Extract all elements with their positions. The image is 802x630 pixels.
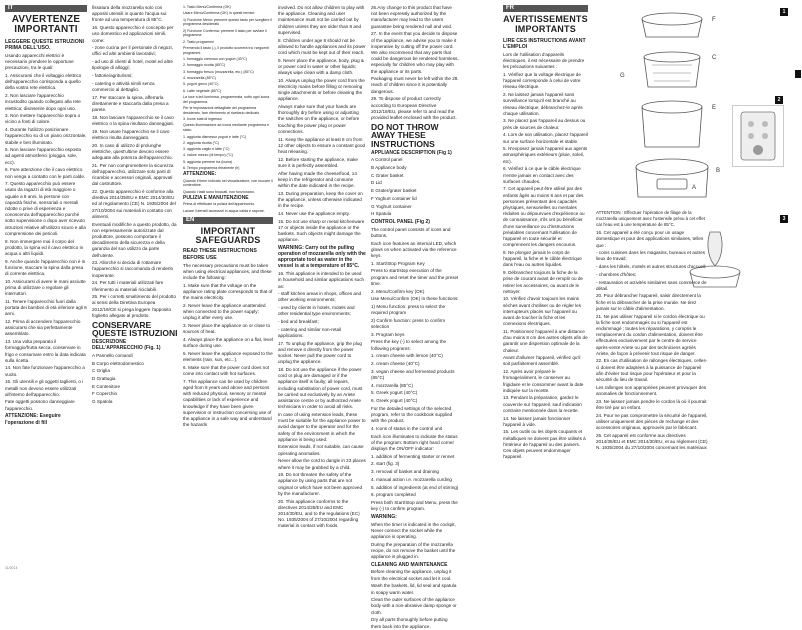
text-line: 26.Any change to this product that have not been expressly authorized by the manufacturer may lead to the users guarantee being rendered null and void. xyxy=(371,5,454,29)
column-fr-1 xyxy=(503,0,588,573)
text-line: 11. Tenere l'apparecchio fuori dalla portata dei bambini di età inferiore agli 8 anni. xyxy=(5,298,88,317)
text-line: 4. Always place the appliance on a flat, level surface during use. xyxy=(183,337,275,349)
text-line: Eventuali modifiche a questo prodotto, da non espressamente autorizzate dal produttore, possono comportare il decadimento della sicurezza e della garanzia del suo utilizzo da parte dell'utente. xyxy=(92,221,178,258)
text-line: Press to start/stop execution of the program and reset the timer and the preset time. xyxy=(371,268,460,286)
text-line: 12. Before starting the appliance, make sure it is perfectly assembled. xyxy=(278,156,360,168)
text-line: involved. Do not allow children to play with the appliance. Cleaning and user maintenance must not be carried out by children unless they are older than 8 and supervised. xyxy=(278,5,366,35)
text-line: 5. aggiunta premere tra (icona) xyxy=(183,159,233,164)
lang-bar-it: IT xyxy=(5,5,87,12)
text-line: 3. Non mettere l'apparecchio sopra o vicino a fonti di calore. xyxy=(5,113,82,125)
text-line: 4. Lors de son utilisation, placez l'appareil sur une surface horizontale et stable. xyxy=(503,132,590,144)
text-line: When the timer is indicated in the cockpit, Never connect the socket while the appliance is operating. xyxy=(371,521,458,539)
text-line: Packaging must never be left within the 28. reach of children since it is potentially dangerous. xyxy=(371,76,460,94)
text-line: - bed and breakfast; xyxy=(278,319,319,325)
text-line: 12. Prima di accendere l'apparecchio assicurarsi che sia perfettamente assemblato. xyxy=(5,319,82,337)
text-line: Premendo il tasto (-), il prodotto scorrerà tra i seguenti programmi: xyxy=(183,46,271,55)
text-line: 7. Questo apparecchio può essere usato da ragazzi di età maggiore o uguale a 8 anni, la persone con capacità fisiche, sensoriali o mentali ridotte o prive di esperienza e conoscenza dell'apparecchio purché sotto supervisione o dopo aver ricevuto istruzioni relative all'utilizzo sicuro e alla comprensione dei pericoli. xyxy=(5,181,88,236)
text-line: 2. Tasto programmi xyxy=(183,39,214,44)
fig-number-2: 2 xyxy=(775,96,783,104)
text-line: Dry all parts thoroughly before putting them back into the appliance. xyxy=(371,617,449,629)
text-line: Questo illuminazione ad icona mediante programma e stato: xyxy=(183,123,271,133)
text-line: 7. Cet appareil peut être utilisé par des enfants âgés au moins 8 ans et par des personnes présentant des capacités physiques, sensorielles ou mentales réduites ou dépourvues d'expérience ou de connaissance, s'ils ont pu bénéficier d'une surveillance ou d'instructions préalables concernant l'utilisation de l'appareil en toute sécurité et comprennent les dangers encourus. xyxy=(503,186,586,248)
text-line: 3. Ne placez pas l'appareil au dessus ou près de sources de chaleur. xyxy=(503,118,587,130)
fr-body xyxy=(503,38,588,461)
text-line: Each icon features an internal LED, which glows on when activated via the reference keys. xyxy=(371,240,458,258)
text-line: Use Menu/Confirm (OK) in these functions: xyxy=(371,296,459,302)
container-shape xyxy=(642,101,702,113)
text-line: 3. vegan cheese and fermented products (85°C) xyxy=(371,368,456,380)
text-line: B Corpo elettrodomestico xyxy=(92,360,144,366)
text-line: D Grattugia xyxy=(92,376,116,382)
text-line: 17. To unplug the appliance, grip the plug and remove it directly from the power socket. Never pull the power cord to unplug the appliance. xyxy=(278,340,364,365)
control-panel-shape xyxy=(657,179,687,189)
text-line: La luce a led luminosa, programmata, sotto ogni icona del programma. xyxy=(183,94,271,104)
text-line: H Spatula xyxy=(371,211,392,217)
column-it-2 xyxy=(92,5,178,578)
control-panel-figure-box xyxy=(732,97,784,167)
text-line: 13. During preparation, keep the cover on the appliance, unless otherwise indicated in the recipe. xyxy=(278,190,365,209)
text-line: A Control panel xyxy=(371,157,403,163)
text-line: 3. removal of basket and draining xyxy=(371,469,439,475)
text-line: C Grater basket xyxy=(371,172,404,178)
text-line: 22. Questo apparecchio è conforme alla direttiva 2014/35/EU e EMC 2014/30/EU ed al regolamento (CE) N. 1935/2004 del 27/10/2004 sui materiali in contatto con alimenti. xyxy=(92,188,178,219)
text-line: D Lid xyxy=(371,180,382,186)
text-line: - dans les hôtels, motels et autres structures d'accueil; xyxy=(596,264,707,270)
text-line: 22. En cas d'utilisation de rallonges électriques, celles-ci doivent être adaptées à la puissance de l'appareil afin d'éviter tout risque pour l'opérateur et pour la sécurité du lieu de travail. xyxy=(596,358,708,383)
text-line: E Grater/grater basket xyxy=(371,188,417,194)
text-line: 7. This appliance can be used by children aged from 8 years and above and persons with reduced physical, sensory or mental capabilities or lack of experience and knowledge if they have been given supervision or instruction concerning use of the appliance in a safe way and understand the hazards xyxy=(183,378,273,428)
text-line: Les rallonges non appropriées peuvent provoquer des anomalies de fonctionnement. xyxy=(596,384,708,396)
it-body-3 xyxy=(183,5,273,213)
text-line: - catering e attività simili senza commercio al dettaglio. xyxy=(92,80,156,92)
text-line: CLEANING AND MAINTENANCE xyxy=(371,561,448,568)
text-line: 20. This appliance conforms to the directives 2014/35/EU and EMC 2014/30/EU, and to the regulations (EC) No. 1935/2004 of 27/10/2004 regarding material in contact with foods. xyxy=(278,498,361,529)
text-line: 24. Per tutti i materiali utilizzati fare riferimento ai materiali riciclabili. xyxy=(92,280,165,292)
it-title: AVVERTENZE IMPORTANTI xyxy=(11,14,81,35)
footer-code: 11/2014 xyxy=(5,566,18,570)
text-line: WARNING: xyxy=(371,513,397,520)
text-line: - restauration et activités similaires sans commerce de détail. xyxy=(596,279,708,291)
figure-area xyxy=(592,5,797,210)
text-line: 23. Ne laissez jamais pendre le cordon là où il pourrait être tiré par un enfant. xyxy=(596,398,708,410)
base-shape xyxy=(636,159,708,175)
lid-shape xyxy=(642,13,702,25)
text-line: 16. Cet appareil a été conçu pour un usage domestique et pour des applications similaires, telles que : xyxy=(596,230,705,248)
text-line: Prima di effettuare la pulizia dell'apparecchio. xyxy=(183,202,256,207)
text-line: 10. Vérifiez d'avoir toujours les mains sèches avant d'utiliser ou de régler les interrupteurs placés sur l'appareil ou avant de toucher la fiche et les connexions électriques. xyxy=(503,296,583,327)
text-line: 1. Assicurarsi che il voltaggio elettrico dell'apparecchio corrisponda a quello della vostra rete elettrica. xyxy=(5,73,83,91)
text-line: 17. Per staccare la spina, afferrarla direttamente e staccarla dalla presa a parete. xyxy=(92,94,170,113)
text-line: APPLIANCE DESCRIPTION (Fig 1) xyxy=(371,149,452,156)
text-line: E Contenitore xyxy=(92,383,121,389)
text-line: Each icon illuminates to indicate the status of the program: Bottom right hand corner displays the ON/OFF indicator: xyxy=(371,433,459,451)
text-line: 6. Vérifiez à ce que le câble électrique n'entre jamais en contact avec des surfaces chaudes. xyxy=(503,166,582,184)
text-line: PULIZIA E MANUTENZIONE xyxy=(183,195,249,201)
text-line: 11. Positionnez l'appareil à une distance d'au moins 8 cm des autres objets afin de garantir une dispersion optimale de la chaleur. xyxy=(503,328,589,353)
text-line: 1. Tasto Menù/Conferma (OK) xyxy=(183,5,231,9)
text-line: 1. aggiunta dismesso yogurt e latte (°C) xyxy=(183,134,247,139)
text-line: 18. Non lasciare l'apparecchio se il cavo elettrico o la spina risultano danneggiati. xyxy=(92,114,176,126)
text-line: Clean the outer surfaces of the appliance body with a non-abrasive damp sponge or cloth. xyxy=(371,597,458,615)
text-line: ATTENZIONE: Eseguire l'operazione di fill xyxy=(5,413,63,426)
text-line: 6. Greek yogurt (40°C) xyxy=(371,398,418,404)
text-line: 9. Débranchez toujours la fiche de la prise de courant avant de remplir ou de retirer les accessoires, ou avant de le nettoyer. xyxy=(503,270,585,294)
text-line: 10. Assicurarsi di avere le mani asciutte prima di utilizzare o regolare gli interruttori. xyxy=(5,278,87,297)
text-line: CONTROL PANEL (Fig 2) xyxy=(371,218,430,225)
column-en-3 xyxy=(371,5,460,629)
text-line: 13. Pendant la préparation, gardez le couvercle sur l'appareil, sauf indication contraire mentionnée dans la recette. xyxy=(503,395,584,413)
text-line: - used by clients in hotels, motels and other residential type environments; xyxy=(278,305,356,317)
text-line: 6. program completed xyxy=(371,492,416,498)
text-line: 3. aggiunta caglio e latte (°C) xyxy=(183,147,230,152)
text-line: 2. start (fig. 3) xyxy=(371,461,400,467)
text-line: 29. To dispose of product correctly according to European Directive 2012/19/EU, please refer to and read the provided leaflet enclosed with the product. xyxy=(371,96,457,120)
text-line: 2. Ne laissez jamais l'appareil sans surveillance lorsqu'il est branché au réseau électrique; débranchez-le après chaque utilisation. xyxy=(503,92,584,116)
svg-text:C: C xyxy=(712,55,717,61)
text-line: LIRE CES INSTRUCTIONS AVANT L'EMPLOI xyxy=(503,38,588,51)
text-line: Usare Menù/Conferma (OK) in questi termini: xyxy=(183,11,256,16)
text-line: Usando apparecchi elettrici è necessario prendere le opportune precauzioni, tra le quali: xyxy=(5,52,75,71)
text-line: 8. Ne plongez jamais le corps de l'appareil, la fiche et le câble électrique dans l'eau ou autres liquides. xyxy=(503,250,584,268)
text-line: 3. formaggio fresco (mozzarella, etc.) (85°C) xyxy=(183,69,254,74)
text-line: Wash the baskets, lid, lid seal and spatula in soapy warm water. xyxy=(371,583,458,595)
fr-attention: ATTENTION : Effectuer l'opération de filage de la mozzarella uniquement avec l'ustensile prévu à cet effet car l'eau est à une température de 85°C. xyxy=(596,210,707,228)
text-line: 6. Make sure that the power cord does not come into contact with hot surfaces. xyxy=(183,364,271,377)
appliance-exploded-figure xyxy=(612,7,732,207)
text-line: 18. Do not use the appliance if the power cord or plug are damaged or if the appliance itself is faulty; all repairs, including substitution of power cord, must be carried out exclusively by an Ariete assistance centre or by authorized Ariete technicians in order to avoid all risks. xyxy=(278,366,364,410)
column-en-2 xyxy=(278,5,366,578)
text-line: 4. valore mezzo (di tempo) (°C) xyxy=(183,153,233,158)
text-line: For the detailed settings of the selected program, refer to the cookbook supplied with the product. xyxy=(371,405,454,424)
text-line: A Pannello comandi xyxy=(92,352,133,358)
text-line: 27. In the event that you decide to dispose of the appliance, we advise you to make it inoperative by cutting off the power cord. We also recommend that any parts that could be dangerous be rendered harmless, especially for children who may play with the appliance or its parts. xyxy=(371,31,460,74)
text-line: B Appliance body xyxy=(371,165,407,171)
en-subtitle: READ THESE INSTRUCTIONS BEFORE USE xyxy=(183,248,257,261)
text-line: 5. addition of ingredients (at end of stirring) xyxy=(371,484,459,490)
text-line: fissatura della mozzarella solo con appositi utensili in quanto l'acqua sui fronte ad una temperatura di 85°C. xyxy=(92,5,168,23)
text-line: 4. mozzarella (85°C) xyxy=(371,382,413,388)
text-line: 12. Après avoir préparé le fromage/aliment, le conserver au frigidaire et le consommer avant la date indiquée sur la recette. xyxy=(503,369,585,393)
text-line: 16. This appliance is intended to be used in household and similar applications such as: xyxy=(278,271,366,289)
text-line: 4. Durante l'utilizzo posizionare l'apparecchio su di un piano orizzontale, stabile e ben illuminato. xyxy=(5,127,88,145)
text-line: Per le impostazioni dettagliate del programma desiderato, fare riferimento al ricettario dedicato. xyxy=(183,106,261,115)
text-line: 2. formaggio ricotta (85°C) xyxy=(183,63,226,68)
text-line: WARNING: Carry out the pulling operation of mozzarella only with the appropriate tool as water in the vessel is at a temperature of 85°C. xyxy=(278,244,368,270)
en-body xyxy=(183,263,273,429)
text-line: Always make sure that your hands are thoroughly dry before using or adjusting the switches on the appliance, or before touching the power plug or power connections. xyxy=(278,104,361,134)
text-line: F Coperchio xyxy=(92,391,118,397)
text-line: CONSERVARE QUESTE ISTRUZIONI xyxy=(92,319,178,339)
text-line: 11. Keep the appliance at least 8 cm from 12 other objects to ensure a constant good heat releasing. xyxy=(278,136,367,154)
text-line: Avant d'allumer l'appareil, vérifiez qu'il soit parfaitement assemblé. xyxy=(503,355,582,367)
text-line: - staff kitchen areas in shops, offices and other working environments; xyxy=(278,291,363,303)
lang-bar-en: EN xyxy=(183,217,273,224)
fr-title: AVERTISSEMENTS IMPORTANTS xyxy=(503,14,588,34)
text-line: - coins cuisines dans les magasins, bureaux et autres lieux de travail; xyxy=(596,250,707,262)
text-line: - chambres d'hôtes; xyxy=(596,271,637,277)
text-line: 8. Non immergere mai il corpo del prodotto, la spina ed il cavo elettrico in acqua o altri liquidi. xyxy=(5,238,85,256)
text-line: 15. Do not use sharp or metal kitchenware 17 or objects inside the appliance or the baskets. Such objects might damage the appliance. xyxy=(278,218,366,243)
svg-text:B: B xyxy=(716,168,721,174)
text-line: During the preparation of the mozzarella recipe, do not remove the basket until the appliance is plugged in. xyxy=(371,541,457,560)
svg-text:A: A xyxy=(692,185,697,191)
text-line: 2. Non lasciare l'apparecchio incustodito quando collegato alla rete elettrica; disinserire dopo ogni uso. xyxy=(5,93,83,111)
text-line: 15. Gli utensili e gli oggetti taglienti, o i metalli non devono essere utilizzati all'interno dell'apparecchio. xyxy=(5,379,85,397)
text-line: 5. yogurt greco (40°C) xyxy=(183,82,219,87)
text-line: Press the key (-) to select among the following programs: xyxy=(371,339,448,351)
text-line: 25. Per i corretti smaltimento del prodotto ai sensi della Direttiva Europea 2012/19/CE si prega leggere l'apposito foglietto allegato al prodotto. xyxy=(92,294,178,318)
text-line: 5. Never leave the appliance exposed to the elements (rain, sun, etc...). xyxy=(183,350,274,363)
text-line: C Griglia xyxy=(92,368,110,374)
text-line: The necessary precautions must be taken when using electrical appliances, and these include the following: xyxy=(183,262,273,281)
control-panel-figure xyxy=(733,106,783,166)
text-line: DESCRIZIONE DELL'APPARECCHIO (Fig. 1) xyxy=(92,339,161,352)
text-line: 3. Program keys xyxy=(371,331,405,337)
text-line: - fattorie/agriturismi; xyxy=(92,73,133,79)
text-line: 2) Funzione Conferma: premere il tasto per avviare il programma xyxy=(183,28,268,38)
text-line: 24. Pour ne pas compromettre la sécurité de l'appareil, utiliser uniquement des pièces de rechange et des accessoires originaux, approuvés par le fabricant. xyxy=(596,412,709,430)
fr-body-2 xyxy=(596,230,708,451)
text-line: 2. Menu/Confirm key (OK) xyxy=(371,288,425,294)
text-line: 1) Menu function: press to select the required program xyxy=(371,303,447,316)
svg-text:G: G xyxy=(620,73,625,79)
lang-bar-fr: FR xyxy=(503,5,588,12)
text-line: 5. Non lasciare l'apparecchio esposto ad agenti atmosferici (pioggia, sole, ecc). xyxy=(5,147,83,165)
text-line: Quando il timer indicato nel visualizzatore, non toccare il contenitore. xyxy=(183,178,274,188)
text-line: LEGGERE QUESTE ISTRUZIONI PRIMA DELL'USO. xyxy=(5,39,86,52)
text-line: 23. Allorché si decida di rottamare l'apparecchio si raccomanda di renderlo inoperante. xyxy=(92,260,175,278)
text-line: 21. Ne pas utiliser l'appareil si le cordon électrique ou la fiche sont endommagés ou si l'appareil est endommagé ; toutes les réparations, y compris le remplacement du cordon d'alimentation, doivent être effectuées exclusivement par le centre de service après-vente Ariete ou par des techniciens agréés Ariete, de façon à prévenir tout risque de danger. xyxy=(596,313,706,356)
text-line: In case of using extension leads, these must be suitable for the appliance power to avoid danger to the operator and for the safety of the environment in which the appliance is being used. xyxy=(278,411,367,442)
text-line: Never allow the cord to dangle in 23 places where it may be grabbed by a child. xyxy=(278,458,368,470)
text-line: 1. Start/Stop Program Key xyxy=(371,260,425,266)
text-line: 5. Greek yogurt (40°C) xyxy=(371,390,418,396)
column-it-1 xyxy=(5,0,87,573)
text-line: 5. N'exposez jamais l'appareil aux agents atmosphériques extérieurs (pluie, soleil, etc). xyxy=(503,146,589,164)
text-line: 1) Funzione Menù: premere questo tasto per scegliere il programma desiderato xyxy=(183,17,274,27)
text-line: 14. Non fate funzionare l'apparecchio a vuoto. xyxy=(5,365,87,377)
text-line: 15. Les outils ou les objets coupants et métalliques ne doivent pas être utilisés à l'intérieur de l'appareil ou des paniers. Ces objets peuvent endommager l'appareil. xyxy=(503,429,588,460)
text-line: After having made the cheese/food, 14 keep in the refrigerator and consume within the date indicated in the recipe. xyxy=(278,170,359,188)
en-title: IMPORTANT SAFEGUARDS xyxy=(195,226,261,246)
text-line: Extension leads, if not suitable, can cause operating anomalies. xyxy=(278,444,365,456)
text-line: 6. Tempo programma rimanente (h) xyxy=(183,166,240,171)
text-line: 10. Always unplug the power cord from the electricity mains before filling or removing single attachments or before cleaning the appliance. xyxy=(278,77,367,102)
text-line: - zone cucina per il personale di negozi, uffici ed altri ambienti lavorativi; xyxy=(92,45,175,57)
text-line: 6. Fare attenzione che il cavo elettrico non venga a contatto con le parti calde. xyxy=(5,167,86,179)
fig-number-1: 1 xyxy=(780,8,788,16)
text-line: 16. Questo apparecchio è concepito per uso domestico ed applicazioni simili, come: xyxy=(92,25,175,43)
text-line: 14. Never use the appliance empty. xyxy=(278,210,350,216)
text-line: 20. Pour débrancher l'appareil, saisir directement la fiche et la débrancher de la prise murale. Ne tirez jamais sur le câble d'alimentation. xyxy=(596,293,703,311)
basket-shape xyxy=(644,52,700,62)
text-line: - catering and similar non-retail applications. xyxy=(278,326,343,338)
text-line: 4. mozzarella (85°C) xyxy=(183,76,216,81)
text-line: 13. Una volta preparato il formaggio/frutta secca, conservare in frigo e consumare entro la data indicata sulla ricetta. xyxy=(5,339,87,363)
fig-number-3: 3 xyxy=(780,215,788,223)
text-line: ATTENZIONE: xyxy=(183,171,217,178)
text-line: 20. In caso di utilizzo di prolunghe elettriche, quest'ultime devono essere adeguate alla potenza dell'apparecchio. xyxy=(92,142,173,160)
text-line: F Yoghurt container lid xyxy=(371,195,417,201)
en-body-3 xyxy=(371,5,459,630)
text-line: 14. Ne laissez jamais fonctionner l'appareil à vide. xyxy=(503,415,572,427)
svg-text:F: F xyxy=(712,17,716,23)
text-line: 4. Icons of status in the control unit xyxy=(371,425,442,431)
text-line: 1. cream cheese with lemon (40°C) xyxy=(371,353,443,359)
svg-text:E: E xyxy=(712,105,717,111)
text-line: 1. addition of fermenting starter or rennet xyxy=(371,453,455,459)
text-line: 9. Anche quando l'apparecchio non è in funzione, staccare la spina dalla presa di corrente elettrica. xyxy=(5,258,87,277)
text-line: Fate oggetti possono danneggiare l'apparecchio. xyxy=(5,399,77,411)
it-body-2 xyxy=(92,5,178,405)
text-line: G Spatola xyxy=(92,399,113,405)
text-line: 6. Latte vegetale (85°C) xyxy=(183,88,221,93)
text-line: - ad uso di clienti di hotel, motel ed altre tipologie di alloggi; xyxy=(92,59,175,71)
text-line: Quando i tasti sono bloccati, non funzionano. xyxy=(183,189,255,194)
text-line: Lavare l'utensili accessori in acqua calda e sapone. xyxy=(183,208,265,213)
text-line: 9. Never place the appliance, body, plug & or power cord in water or other liquids; always wipe clean with a damp cloth. xyxy=(278,57,366,76)
text-line: 2) Confirm function: press to confirm selection xyxy=(371,317,447,330)
text-line: 19. Non usare l'apparecchio se il cavo elettrico risulta danneggiato. xyxy=(92,128,171,140)
text-line: 1. formaggio cremoso con yogurt (40°C) xyxy=(183,57,247,62)
text-line: The control panel consists of icons and buttons. xyxy=(371,226,452,238)
text-line: 3. Never place the appliance on or close to sources of heat. xyxy=(183,323,272,335)
text-line: 8. Children under age 8 should not be allowed to handle appliances and its power cord which must be kept out of their reach. xyxy=(278,37,367,55)
text-line: 2. cream cheese (40°C) xyxy=(371,361,420,367)
text-line: 25. Cet appareil est conforme aux directives 2014/35/EU et EMC 2014/30/EU, et au règlement (CE) N. 1935/2004 du 27/10/2004 concernant les matériaux xyxy=(596,432,709,451)
text-line: 2. aggiunta ricotta (°C) xyxy=(183,140,219,145)
text-line: 1. Vérifiez que la voltage électrique de l'appareil corresponde à celui de votre réseau électrique. xyxy=(503,72,583,90)
column-it-3 xyxy=(183,5,273,578)
text-line: Lors de l'utilisation d'appareils électriques, il est nécessaire de prendre les précautions suivantes : xyxy=(503,51,586,70)
text-line: DO NOT THROW AWAY THESE INSTRUCTIONS xyxy=(371,121,441,149)
text-line: 2. Never leave the appliance unattended when connected to the power supply; unplug it after every use. xyxy=(183,303,267,321)
text-line: 3. Icone stati di ingresso xyxy=(183,117,222,122)
text-line: Before cleaning the appliance, unplug it from the electrical socket and let it cool. xyxy=(371,569,453,581)
text-line: 4. manual action i.e. mozzarella curding xyxy=(371,476,452,482)
it-body xyxy=(5,39,87,426)
side-number-1 xyxy=(795,70,801,78)
text-line: G Yoghurt container xyxy=(371,203,412,209)
text-line: 21. Per non compromettere la sicurezza dell'apparecchio, utilizzare solo parti di ricambio e accessori originali, approvati dal costruttore. xyxy=(92,162,175,187)
en-body-2 xyxy=(278,5,366,530)
text-line: Press both Start/Stop and Menu, press the key (-) to confirm program. xyxy=(371,499,460,512)
column-fr-2 xyxy=(596,210,708,573)
text-line: 19. Do not threaten the safety of the appliance by using parts that are not original or which have not been approved by the manufacturer. xyxy=(278,472,364,496)
text-line: 1. Make sure that the voltage on the appliance rating plate corresponds to that of the mains electricity. xyxy=(183,282,274,301)
